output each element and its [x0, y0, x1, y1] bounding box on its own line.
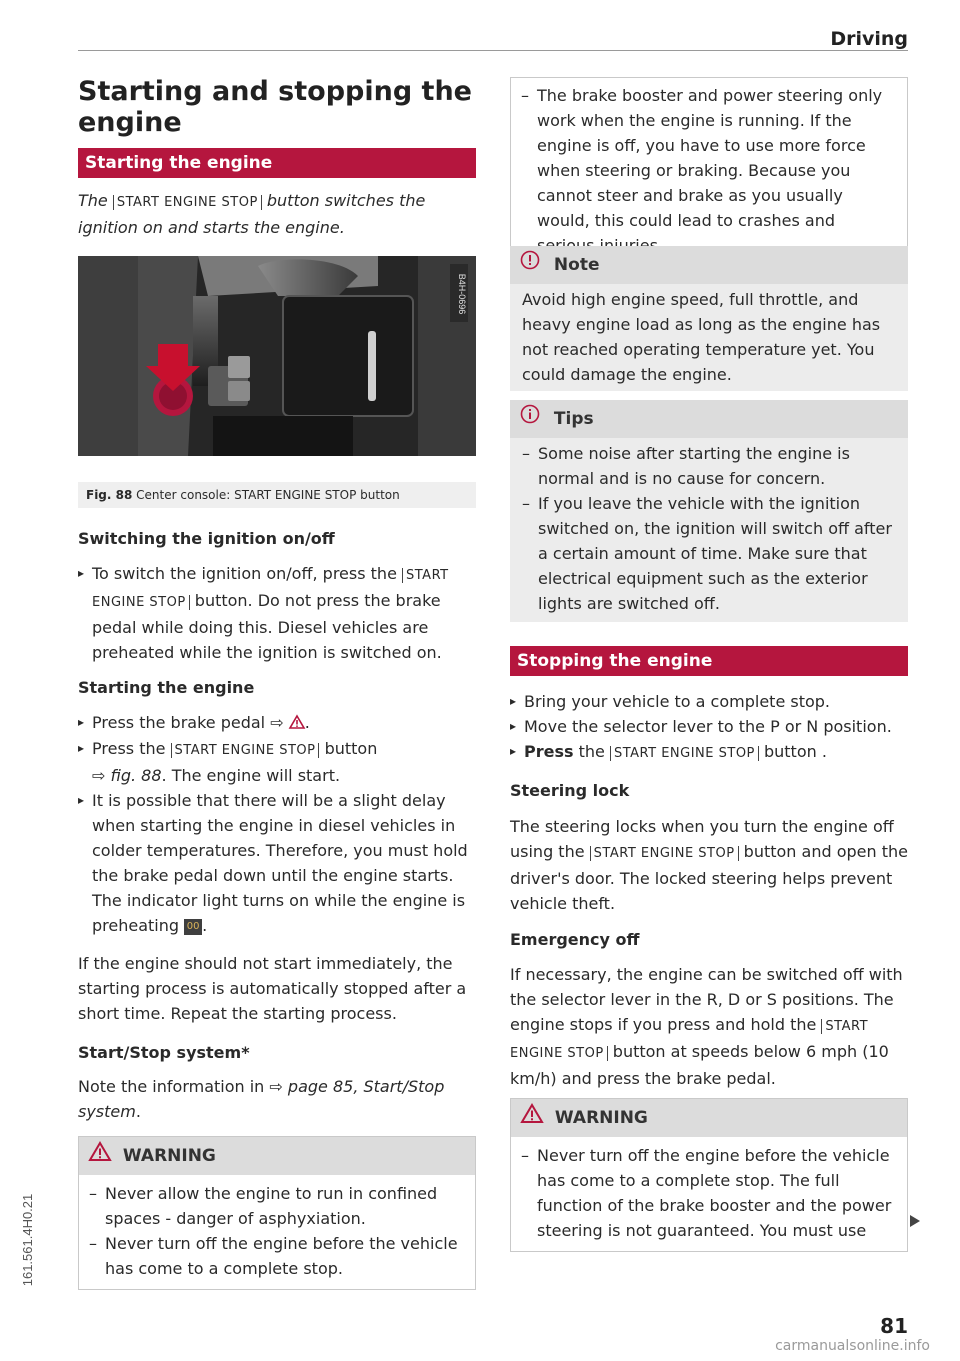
cross-reference-link[interactable]: ⇨ [270, 713, 284, 732]
tips-list [522, 441, 896, 616]
warning-title-2: WARNING [554, 1108, 648, 1128]
warning-icon [289, 711, 305, 736]
intro-post: button switches the ignition on and starts the engine. [78, 191, 426, 237]
step-bold: Press [524, 742, 574, 761]
note-title: Note [553, 255, 600, 275]
emergency-pre: If necessary, the engine can be switched off with the selector lever in the R, D or S positions. The engine stops if you press and hold the [510, 965, 903, 1034]
step3-text: It is possible that there will be a slight delay when starting the engine in diesel vehicles in colder temperatures. Therefore, you must hold the brake pedal down until the engine starts. The indicator light turns on while the engine is preheating [92, 791, 468, 935]
section-header: Driving [830, 28, 908, 50]
start-engine-stop-key: START ENGINE STOP [590, 846, 739, 861]
stopping-steps [510, 689, 908, 766]
startstop-heading: Start/Stop system* [78, 1043, 250, 1062]
figure-label: Fig. 88 [86, 488, 133, 502]
step2-tail: . The engine will start. [161, 766, 341, 785]
list-item: – Some noise after starting the engine is normal and is no cause for concern. [522, 441, 896, 491]
lock-post: button and open the driver's door. The locked steering helps prevent vehicle theft. [510, 842, 908, 913]
intro-text [78, 188, 476, 240]
note-icon [520, 246, 540, 284]
list-item: – The brake booster and power steering only work when the engine is running. If the engine is off, you have to use more force when steering or braking. Because you cannot steer and brake as you usually would, this could lead to crashes and [521, 83, 897, 258]
warning-continued-body [511, 78, 907, 265]
warning-body [79, 1175, 475, 1289]
list-item [78, 736, 476, 788]
watermark-text: carmanualsonline.info [775, 1338, 930, 1354]
figure-code: B4H-0696 [457, 273, 467, 315]
start-engine-stop-key: START ENGINE STOP [610, 746, 759, 761]
start-engine-stop-key: START ENGINE STOP [113, 195, 262, 210]
emergency-post: button at speeds below 6 mph (10 km/h) and press the brake pedal. [510, 1042, 889, 1088]
list-item: ▸ Press the brake pedal ⇨ . [78, 710, 476, 736]
list-item: – If you leave the vehicle with the ignition switched on, the ignition will switch off after a certain amount of time. Make sure that electrical equipment such as the exterior lights are switched off. [522, 491, 896, 616]
tips-body [510, 438, 908, 622]
starting-subheading: Starting the engine [78, 678, 255, 697]
margin-code-text: 161.561.4H0.21 [20, 1193, 35, 1287]
startstop-text [78, 1074, 476, 1124]
switching-step [78, 561, 476, 665]
figure-88 [78, 256, 476, 456]
emergency-off-text [510, 962, 908, 1091]
figure-reference-link[interactable]: ⇨ fig. 88 [92, 766, 162, 785]
page-reference-link[interactable]: ⇨ page 85, Start/Stop system [78, 1077, 445, 1121]
center-console-illustration [78, 256, 476, 456]
list-item: – Never turn off the engine before the vehicle has come to a complete stop. The full function of the brake booster and the power steering is not guaranteed. You must use [521, 1143, 897, 1243]
step3-pre: the [578, 742, 605, 761]
lock-pre: The steering locks when you turn the engine off using the [510, 817, 894, 861]
note-header [510, 246, 908, 284]
list-item: – Never allow the engine to run in confined spaces - danger of asphyxiation. [89, 1181, 465, 1231]
section-bar-starting: Starting the engine [78, 148, 476, 178]
warning-body-2 [511, 1137, 907, 1251]
info-icon [520, 400, 540, 438]
warning-icon [521, 1099, 543, 1137]
switching-steps [78, 561, 476, 665]
warning-icon [89, 1137, 111, 1175]
switching-step-pre: To switch the ignition on/off, press the [92, 564, 397, 583]
page-number: 81 [880, 1314, 908, 1338]
page-title: Starting and stopping the engine [78, 76, 472, 138]
switching-heading: Switching the ignition on/off [78, 529, 335, 548]
note-box [510, 246, 908, 391]
restart-paragraph: If the engine should not start immediately, the starting process is automatically stopped after a short time. Repeat the starting process. [78, 954, 467, 1023]
section-bar-stopping: Stopping the engine [510, 646, 908, 676]
warning-header [79, 1137, 475, 1175]
startstop-post: . [135, 1102, 141, 1121]
emergency-off-heading: Emergency off [510, 930, 640, 949]
start-engine-stop-key: START ENGINE STOP [92, 568, 449, 610]
step1-text: Press the brake pedal [92, 713, 266, 732]
step3-post: button . [763, 742, 827, 761]
step2-post: button [324, 739, 378, 758]
warning-list [89, 1181, 465, 1281]
continue-arrow-icon [910, 1215, 920, 1227]
starting-steps [78, 710, 476, 938]
figure-caption-text: Center console: START ENGINE STOP button [136, 488, 400, 502]
tips-title: Tips [553, 409, 594, 429]
warning-continued-list [521, 83, 897, 258]
warning-box-2 [510, 1098, 908, 1252]
left-column [78, 0, 476, 1278]
step2-pre: Press the [92, 739, 166, 758]
warning-continued-box [510, 77, 908, 266]
figure-caption [78, 482, 476, 508]
list-item: ▸ Move the selector lever to the P or N position. [510, 714, 908, 739]
note-body [510, 284, 908, 391]
warning-list-2 [521, 1143, 897, 1243]
intro-pre: The [78, 191, 108, 210]
warning-header-2 [511, 1099, 907, 1137]
tips-box [510, 400, 908, 622]
steering-lock-heading: Steering lock [510, 781, 630, 800]
warning-box [78, 1136, 476, 1290]
note-text: Avoid high engine speed, full throttle, and heavy engine load as long as the engine has not reached operating temperature yet. You could damage the engine. [522, 290, 881, 384]
list-item [510, 739, 908, 766]
list-item: ▸ Bring your vehicle to a complete stop. [510, 689, 908, 714]
preheat-indicator-icon: 00 [184, 919, 202, 935]
startstop-pre: Note the information in [78, 1077, 265, 1096]
list-item: ▸ It is possible that there will be a slight delay when starting the engine in diesel vehicles in colder temperatures. Therefore, you must hold the brake pedal down until the engine starts. The indicator light turns on while the engine is preheating 00 . [78, 788, 476, 938]
start-engine-stop-key: START ENGINE STOP [510, 1019, 869, 1061]
tips-header [510, 400, 908, 438]
start-engine-stop-key: START ENGINE STOP [171, 743, 320, 758]
margin-code [22, 1180, 42, 1300]
list-item: – Never turn off the engine before the vehicle has come to a complete stop. [89, 1231, 465, 1281]
warning-title: WARNING [122, 1146, 216, 1166]
switching-step-post: button. Do not press the brake pedal while doing this. Diesel vehicles are preheated while the ignition is switched on. [92, 591, 442, 662]
steering-lock-text [510, 814, 908, 916]
